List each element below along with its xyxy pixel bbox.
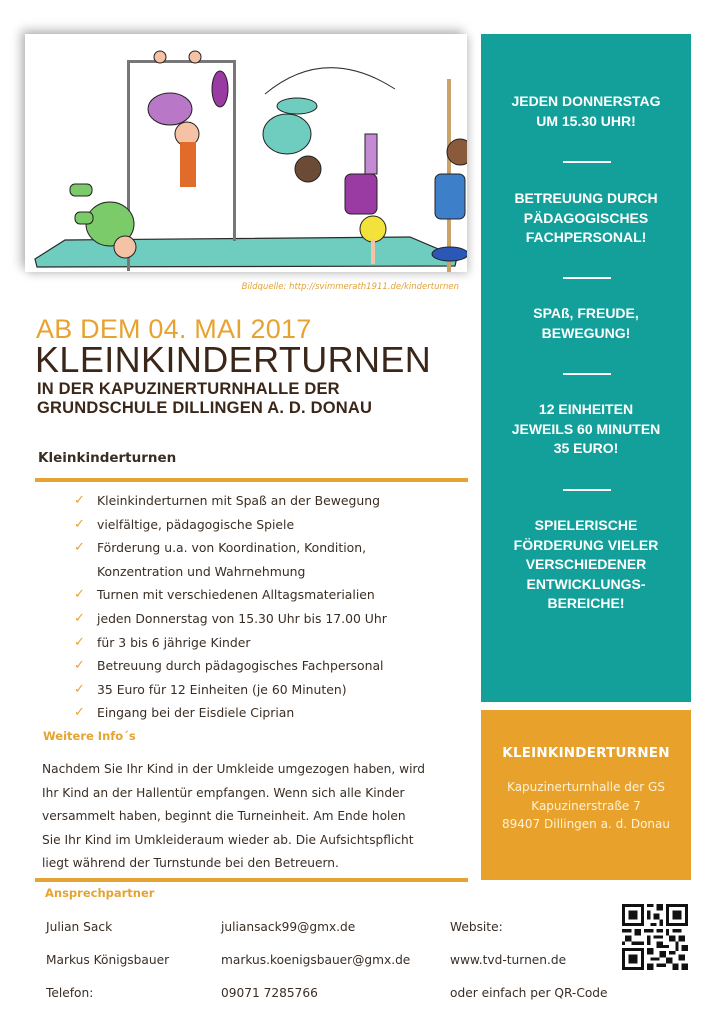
list-item-text: Kleinkinderturnen mit Spaß an der Bewegung [97, 493, 380, 508]
highlight-line: BEWEGUNG! [541, 324, 631, 341]
list-item [74, 654, 464, 678]
list-item [74, 631, 464, 655]
highlight-line: FACHPERSONAL! [525, 229, 647, 245]
list-item [74, 583, 464, 607]
divider [563, 277, 611, 279]
list-item [74, 607, 464, 631]
list-item-text: für 3 bis 6 jährige Kinder [97, 634, 251, 650]
highlight-development [481, 516, 691, 614]
list-item-text: Betreuung durch pädagogisches Fachpersonal [97, 658, 384, 674]
list-item-text: vielfältige, pädagogische Spiele [97, 516, 295, 532]
highlight-line: JEWEILS 60 MINUTEN [511, 420, 661, 437]
info-paragraph [42, 758, 470, 876]
address-lines [481, 778, 691, 834]
list-item-text: Eingang bei der Eisdiele Ciprian [97, 705, 295, 721]
address-title: KLEINKINDERTURNEN [502, 745, 670, 761]
checkmark-icon: ✓ [74, 705, 85, 721]
address-line: Kapuzinerturnhalle der GS [507, 780, 665, 794]
checkmark-icon: ✓ [74, 493, 85, 508]
qr-hint: oder einfach per QR-Code [450, 986, 608, 1000]
date-heading: AB DEM 04. MAI 2017 [36, 314, 312, 344]
highlight-line: VERSCHIEDENER [525, 556, 647, 572]
list-item-text: 35 Euro für 12 Einheiten (je 60 Minuten) [97, 681, 347, 697]
image-caption: Bildquelle: http://svimmerath1911.de/kinderturnen [241, 282, 459, 292]
page-title: KLEINKINDERTURNEN [35, 339, 432, 380]
qr-code-graphic [622, 904, 688, 970]
highlight-price [481, 400, 691, 459]
highlight-line: FÖRDERUNG VIELER [513, 536, 659, 553]
child-climbing-figure [432, 79, 467, 272]
info-line: Sie Ihr Kind im Umkleideraum wieder ab. Die Aufsichtspflicht [42, 832, 414, 847]
info-line: versammelt haben, beginnt die Turneinheit. Am Ende holen [42, 809, 406, 824]
phone-number: 09071 7285766 [221, 986, 318, 1000]
checkmark-icon: ✓ [74, 587, 85, 603]
divider [563, 489, 611, 491]
list-item-text: Förderung u.a. von Koordination, Kondition, [97, 540, 367, 556]
feature-checklist [74, 489, 464, 725]
contact-email[interactable]: markus.koenigsbauer@gmx.de [221, 953, 411, 967]
subtitle-line: GRUNDSCHULE DILLINGEN A. D. DONAU [37, 399, 373, 417]
info-line: Nachdem Sie Ihr Kind in der Umkleide umgezogen haben, wird [42, 762, 426, 776]
contact-name: Markus Königsbauer [46, 953, 170, 967]
website-label: Website: [450, 920, 503, 934]
highlight-line: BETREUUNG DURCH [514, 190, 658, 206]
address-line: Kapuzinerstraße 7 [531, 798, 641, 813]
checkmark-icon: ✓ [74, 658, 85, 674]
list-item [74, 513, 464, 537]
list-item-text: jeden Donnerstag von 15.30 Uhr bis 17.00 Uhr [97, 610, 387, 626]
contact-email[interactable]: juliansack99@gmx.de [221, 920, 356, 934]
divider [563, 373, 611, 375]
highlight-line: JEDEN DONNERSTAG [511, 93, 661, 109]
contact-name: Julian Sack [46, 920, 113, 934]
highlight-schedule [481, 92, 691, 131]
checkmark-icon: ✓ [74, 540, 85, 556]
highlight-line: UM 15.30 UHR! [536, 112, 636, 129]
address-line: 89407 Dillingen a. d. Donau [502, 817, 670, 831]
highlight-staff [481, 189, 691, 248]
highlight-fun [481, 304, 691, 343]
highlight-line: ENTWICKLUNGS- [526, 575, 646, 592]
info-line: Ihr Kind an der Hallentür empfangen. Wenn sich alle Kinder [42, 785, 405, 800]
highlight-line: BEREICHE! [547, 595, 625, 611]
child-hanging-figure [148, 51, 228, 187]
location-subtitle [37, 380, 372, 418]
checkmark-icon: ✓ [74, 681, 85, 697]
highlight-line: PÄDAGOGISCHES [523, 209, 649, 226]
highlight-line: 35 EURO! [553, 440, 619, 456]
gymnastics-illustration-icon [25, 34, 467, 272]
list-item [74, 678, 464, 702]
highlight-line: SPIELERISCHE [534, 517, 638, 533]
qr-code-icon[interactable] [622, 904, 688, 970]
checkmark-icon: ✓ [74, 610, 85, 626]
checkmark-icon: ✓ [74, 634, 85, 650]
contacts-heading: Ansprechpartner [45, 886, 155, 900]
divider [35, 878, 468, 882]
gymnastics-illustration [25, 34, 467, 272]
list-item-text-continuation: Konzentration und Wahrnehmung [97, 563, 306, 579]
bar-post-right [233, 61, 236, 241]
highlight-line: 12 EINHEITEN [538, 401, 634, 417]
info-heading: Weitere Info´s [43, 729, 136, 743]
phone-label: Telefon: [46, 986, 94, 1000]
list-item-text: Turnen mit verschiedenen Alltagsmaterialien [97, 587, 375, 603]
list-item [74, 489, 464, 513]
highlights-panel [481, 34, 691, 702]
divider [563, 161, 611, 163]
website-link[interactable]: www.tvd-turnen.de [450, 953, 567, 967]
subtitle-line: IN DER KAPUZINERTURNHALLE DER [37, 380, 340, 398]
address-panel [481, 710, 691, 880]
divider [35, 478, 468, 482]
checkmark-icon: ✓ [74, 516, 85, 532]
info-line: liegt während der Turnstunde bei den Betreuern. [42, 856, 339, 871]
section-label: Kleinkinderturnen [38, 450, 177, 466]
bar-top [127, 60, 236, 63]
list-item [74, 536, 464, 583]
list-item [74, 701, 464, 725]
highlight-line: SPAß, FREUDE, [533, 305, 639, 321]
